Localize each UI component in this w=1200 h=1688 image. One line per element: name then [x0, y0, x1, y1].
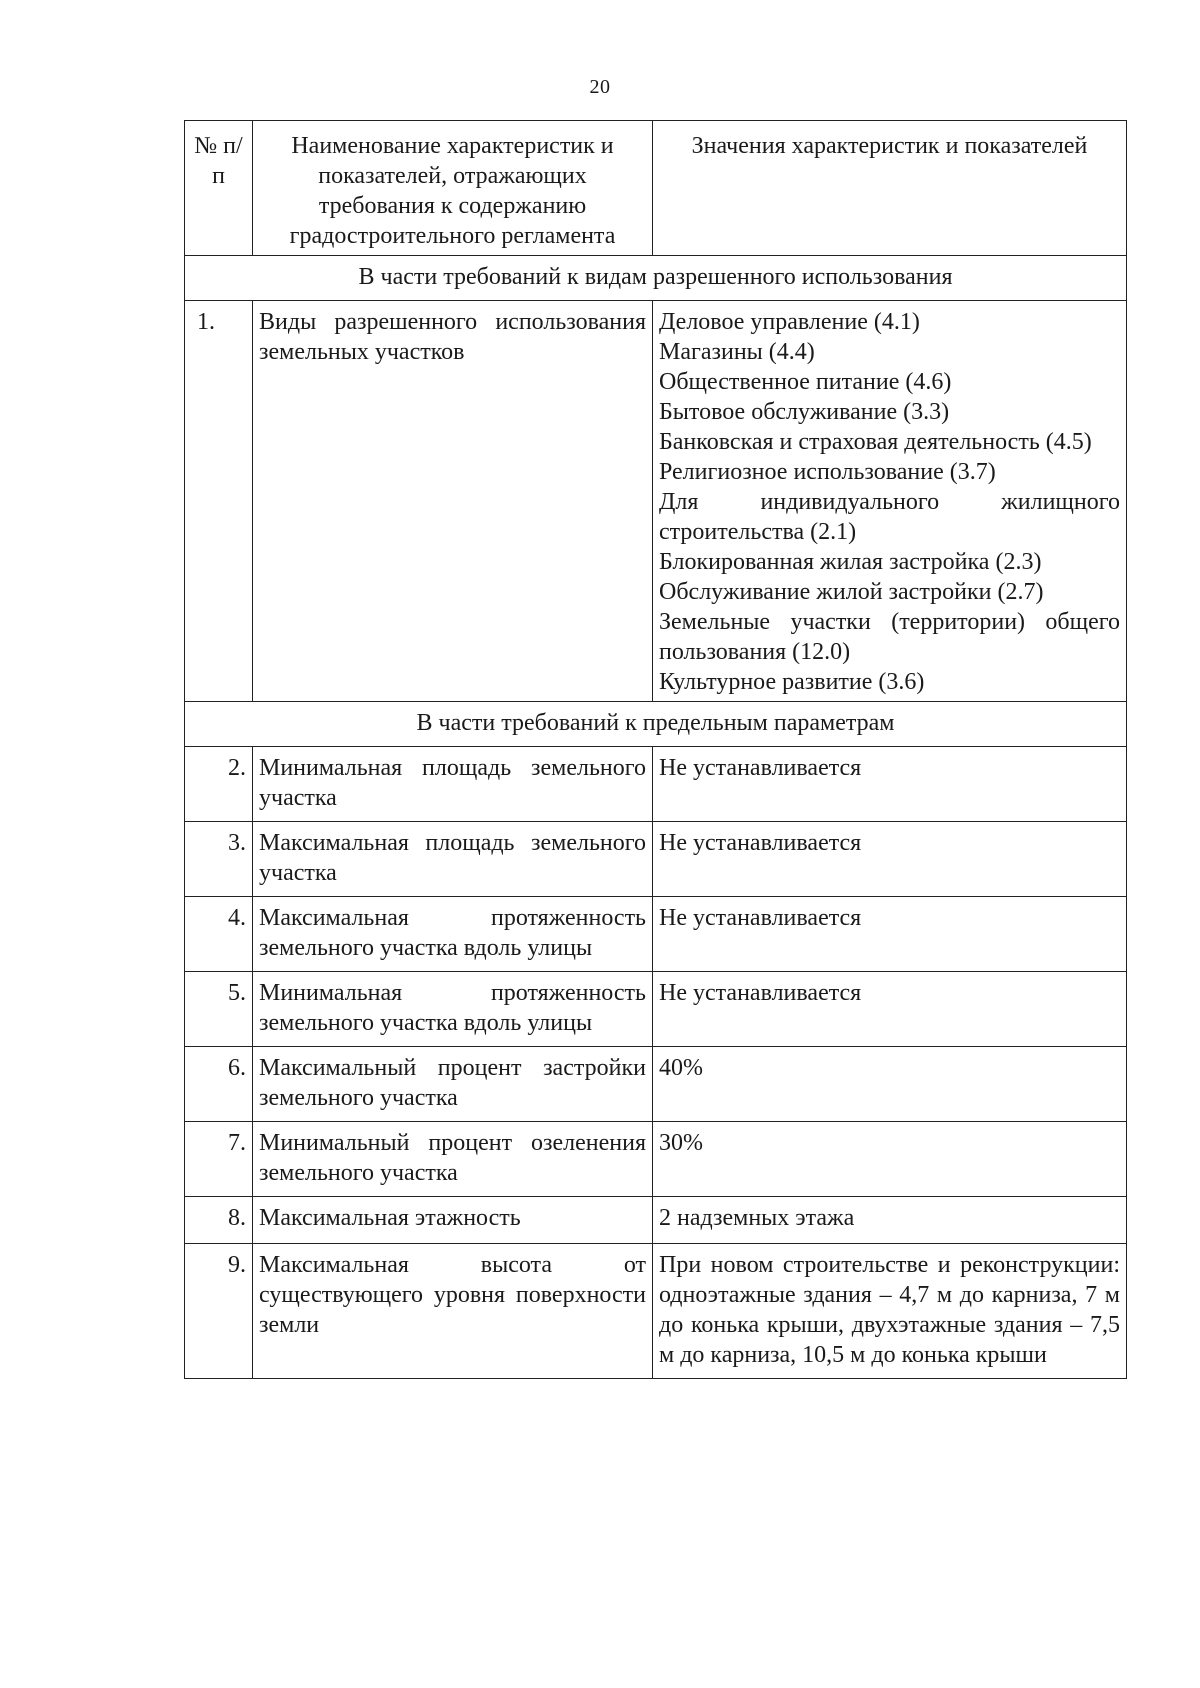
section-row — [185, 702, 1127, 747]
list-item: Деловое управление (4.1) — [659, 309, 920, 335]
row-value: При новом строительстве и реконструкции: одноэтажные здания – 4,7 м до карниза, 7 м до конька крыши, двухэтажные здания – 7,5 м до карниза, 10,5 м до конька крыши — [653, 1244, 1127, 1379]
table-row — [185, 301, 1127, 702]
row-number: 6. — [185, 1047, 253, 1122]
row-value: Не устанавливается — [653, 897, 1127, 972]
row-name: Максимальная этажность — [253, 1197, 653, 1244]
table-row — [185, 747, 1127, 822]
row-name: Максимальная протяженность земельного участка вдоль улицы — [253, 897, 653, 972]
section-title-uses: В части требований к видам разрешенного использования — [185, 256, 1127, 301]
row-number: 9. — [185, 1244, 253, 1379]
row-name: Максимальная площадь земельного участка — [253, 822, 653, 897]
row-number: 7. — [185, 1122, 253, 1197]
header-value: Значения характеристик и показателей — [653, 121, 1127, 256]
row-value: 40% — [653, 1047, 1127, 1122]
section-title-params: В части требований к предельным параметрам — [185, 702, 1127, 747]
row-value: Не устанавливается — [653, 822, 1127, 897]
table-row — [185, 822, 1127, 897]
list-item: Общественное питание (4.6) — [659, 369, 952, 395]
list-item: Культурное развитие (3.6) — [659, 669, 925, 695]
table-row — [185, 897, 1127, 972]
row-name: Минимальный процент озеленения земельного участка — [253, 1122, 653, 1197]
row-name: Минимальная площадь земельного участка — [253, 747, 653, 822]
table-row — [185, 1122, 1127, 1197]
list-item: Магазины (4.4) — [659, 339, 815, 365]
table-row — [185, 1047, 1127, 1122]
table-row — [185, 1244, 1127, 1379]
list-item: Для индивидуального жилищного строительства (2.1) — [659, 489, 1120, 545]
list-item: Банковская и страховая деятельность (4.5) — [659, 429, 1092, 455]
row-value: 30% — [653, 1122, 1127, 1197]
regulation-table — [184, 120, 1127, 1379]
list-item: Обслуживание жилой застройки (2.7) — [659, 579, 1044, 605]
page-number: 20 — [589, 76, 611, 98]
section-row — [185, 256, 1127, 301]
list-item: Земельные участки (территории) общего пользования (12.0) — [659, 609, 1120, 665]
row-number: 3. — [185, 822, 253, 897]
uses-list — [653, 301, 1127, 702]
row-number: 2. — [185, 747, 253, 822]
row-number: 4. — [185, 897, 253, 972]
row-name: Минимальная протяженность земельного участка вдоль улицы — [253, 972, 653, 1047]
row-number: 5. — [185, 972, 253, 1047]
row-value: Не устанавливается — [653, 747, 1127, 822]
table-row — [185, 972, 1127, 1047]
row-name: Виды разрешенного использования земельных участков — [253, 301, 653, 702]
list-item: Блокированная жилая застройка (2.3) — [659, 549, 1042, 575]
row-value: 2 надземных этажа — [653, 1197, 1127, 1244]
table-row — [185, 1197, 1127, 1244]
list-item: Религиозное использование (3.7) — [659, 459, 996, 485]
list-item: Бытовое обслуживание (3.3) — [659, 399, 950, 425]
row-name: Максимальная высота от существующего уровня поверхности земли — [253, 1244, 653, 1379]
row-name: Максимальный процент застройки земельного участка — [253, 1047, 653, 1122]
header-name: Наименование характеристик и показателей, отражающих требования к содержанию градостроительного регламента — [253, 121, 653, 256]
row-number: 1. — [185, 301, 253, 702]
header-number: № п/п — [185, 121, 253, 256]
row-value: Не устанавливается — [653, 972, 1127, 1047]
table-header-row — [185, 121, 1127, 256]
row-number: 8. — [185, 1197, 253, 1244]
